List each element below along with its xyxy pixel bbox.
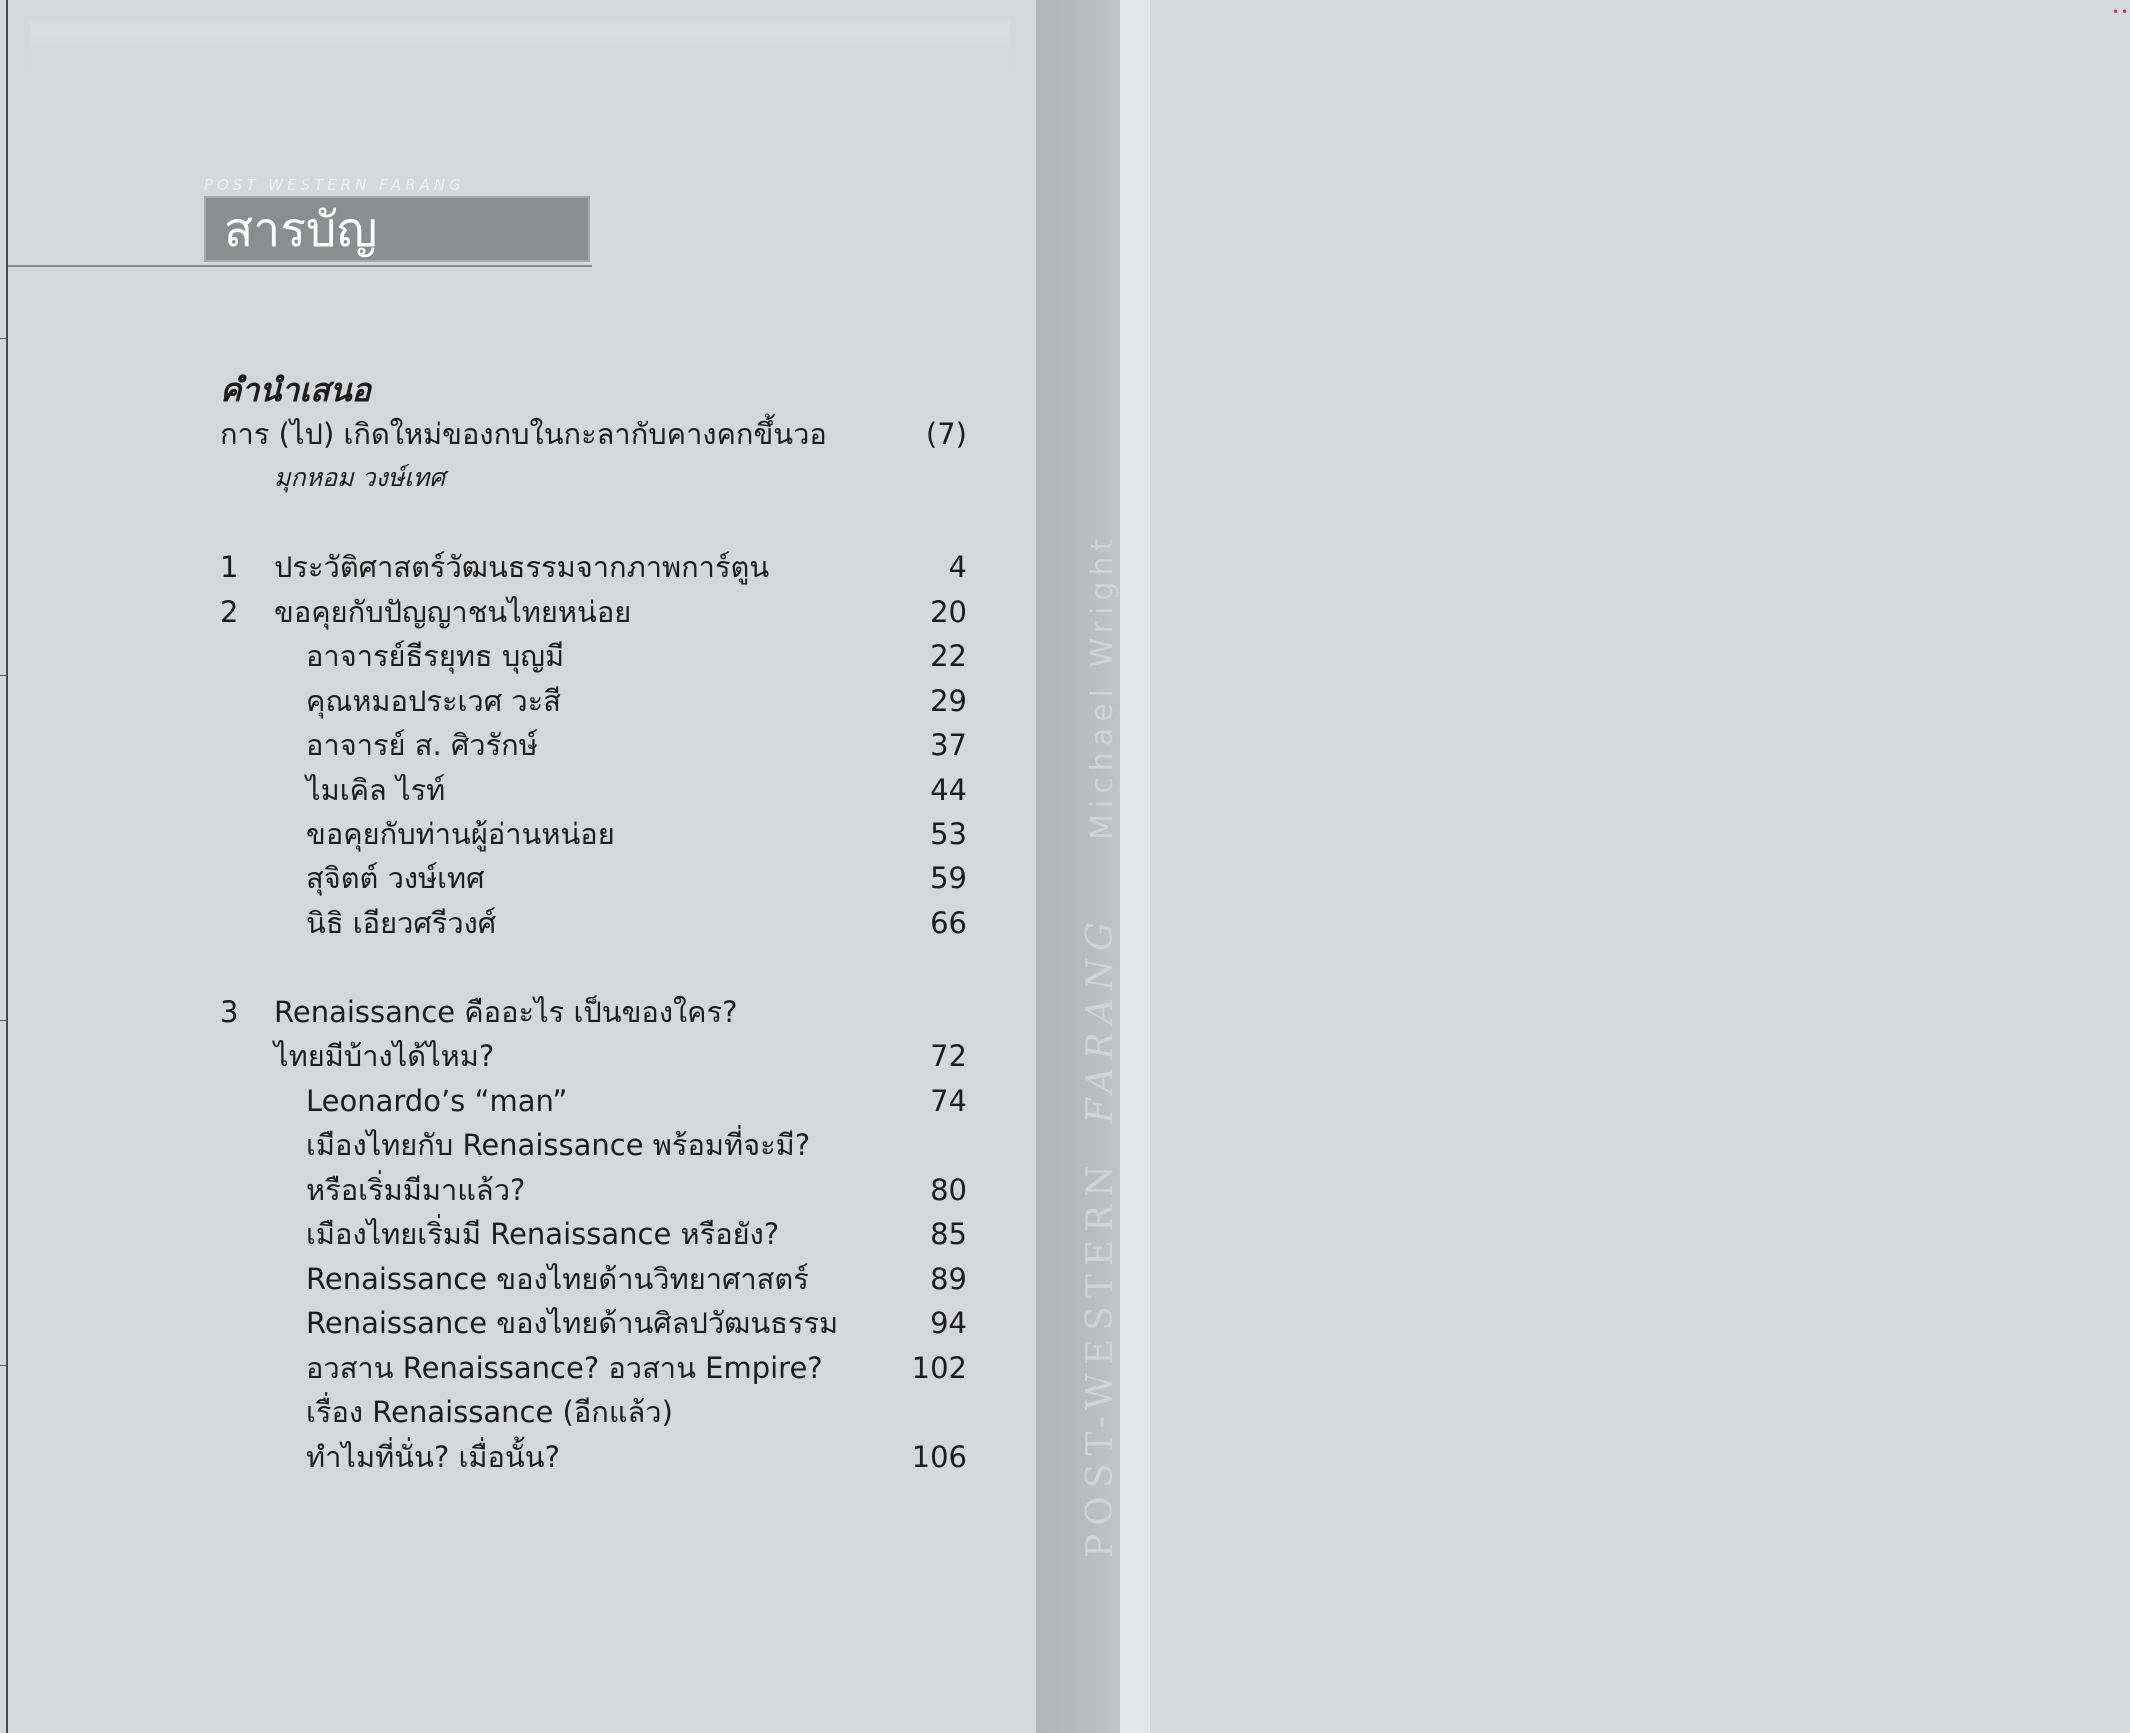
toc-entry[interactable] — [0, 1303, 1150, 1343]
toc-entry-label: ขอคุยกับปัญญาชนไทยหน่อย — [274, 595, 632, 629]
spine-title-part1: POST-WESTERN — [1080, 1157, 1121, 1558]
toc-entry-label: ไทยมีบ้างได้ไหม? — [274, 1039, 495, 1073]
toc-entry-page: 94 — [930, 1306, 967, 1340]
toc-entry-page: 72 — [930, 1039, 967, 1073]
toc-entry[interactable] — [0, 1125, 1150, 1165]
spine-title-part2: FARANG — [1080, 913, 1121, 1124]
toc-entry-label: เรื่อง Renaissance (อีกแล้ว) — [306, 1395, 673, 1429]
spine-author: Michael Wright — [1085, 532, 1120, 840]
toc-entry-page: 59 — [930, 861, 967, 895]
toc-entry-page: 22 — [930, 639, 967, 673]
toc-entry[interactable] — [0, 725, 1150, 765]
toc-entry-label: ไมเคิล ไรท์ — [306, 773, 446, 807]
toc-entry[interactable] — [0, 1036, 1150, 1076]
toc-entry-page: 37 — [930, 728, 967, 762]
toc-entry-page: 20 — [930, 595, 967, 629]
toc-entry[interactable] — [0, 681, 1150, 721]
title-box — [204, 196, 590, 262]
toc-entry[interactable] — [0, 1170, 1150, 1210]
page-background-wash — [30, 20, 1010, 80]
toc-entry[interactable] — [0, 1437, 1150, 1477]
toc-entry-label: ประวัติศาสตร์วัฒนธรรมจากภาพการ์ตูน — [274, 550, 770, 584]
toc-entry-number: 2 — [220, 595, 239, 629]
toc-entry[interactable] — [0, 814, 1150, 854]
toc-entry[interactable] — [0, 636, 1150, 676]
corner-dots-mark: •• — [2112, 5, 2130, 19]
toc-entry-page: 74 — [930, 1084, 967, 1118]
toc-entry-label: อวสาน Renaissance? อวสาน Empire? — [306, 1351, 823, 1385]
toc-entry-label: สุจิตต์ วงษ์เทศ — [306, 861, 485, 895]
toc-entry[interactable] — [0, 547, 1150, 587]
toc-entry-page: 85 — [930, 1217, 967, 1251]
series-label: POST WESTERN FARANG — [204, 176, 465, 194]
preface-heading: คำนำเสนอ — [220, 371, 371, 409]
toc-entry-label: ขอคุยกับท่านผู้อ่านหน่อย — [306, 817, 615, 851]
preface-author: มุกหอม วงษ์เทศ — [274, 463, 446, 492]
toc-entry-page: 89 — [930, 1262, 967, 1296]
toc-entry[interactable] — [0, 1348, 1150, 1388]
toc-entry-page: (7) — [925, 417, 967, 451]
toc-entry[interactable] — [0, 1214, 1150, 1254]
toc-entry-preface[interactable] — [0, 414, 1150, 454]
toc-entry[interactable] — [0, 903, 1150, 943]
toc-entry[interactable] — [0, 1081, 1150, 1121]
toc-entry-page: 66 — [930, 906, 967, 940]
toc-entry-page: 29 — [930, 684, 967, 718]
toc-entry-label: ทำไมที่นั่น? เมื่อนั้น? — [306, 1440, 560, 1474]
toc-entry-page: 44 — [930, 773, 967, 807]
toc-entry-label: เมืองไทยเริ่มมี Renaissance หรือยัง? — [306, 1217, 780, 1251]
toc-entry-label: Renaissance ของไทยด้านศิลปวัฒนธรรม — [306, 1306, 839, 1340]
toc-entry-number: 1 — [220, 550, 239, 584]
toc-entry[interactable] — [0, 992, 1150, 1032]
toc-entry[interactable] — [0, 1392, 1150, 1432]
toc-entry-label: นิธิ เอียวศรีวงศ์ — [306, 906, 497, 940]
toc-entry-page: 4 — [948, 550, 967, 584]
toc-entry-number: 3 — [220, 995, 239, 1029]
page-title: สารบัญ — [224, 202, 378, 258]
toc-entry-label: การ (ไป) เกิดใหม่ของกบในกะลากับคางคกขึ้นวอ — [220, 417, 827, 451]
toc-entry-label: หรือเริ่มมีมาแล้ว? — [306, 1173, 526, 1207]
toc-entry-label: Leonardo’s “man” — [306, 1084, 568, 1118]
title-rule — [8, 265, 592, 267]
toc-entry-page: 106 — [911, 1440, 967, 1474]
toc-entry-label: เมืองไทยกับ Renaissance พร้อมที่จะมี? — [306, 1128, 811, 1162]
toc-entry[interactable] — [0, 592, 1150, 632]
toc-entry[interactable] — [0, 770, 1150, 810]
toc-entry-label: อาจารย์ธีรยุทธ บุญมี — [306, 639, 565, 673]
toc-entry-label: Renaissance คืออะไร เป็นของใคร? — [274, 995, 738, 1029]
toc-entry-label: อาจารย์ ส. ศิวรักษ์ — [306, 728, 538, 762]
toc-entry-page: 53 — [930, 817, 967, 851]
toc-entry[interactable] — [0, 858, 1150, 898]
toc-entry-page: 102 — [911, 1351, 967, 1385]
toc-entry-label: Renaissance ของไทยด้านวิทยาศาสตร์ — [306, 1262, 809, 1296]
toc-entry[interactable] — [0, 1259, 1150, 1299]
toc-entry-label: คุณหมอประเวศ วะสี — [306, 684, 561, 718]
toc-entry-page: 80 — [930, 1173, 967, 1207]
edge-tick — [0, 338, 7, 339]
